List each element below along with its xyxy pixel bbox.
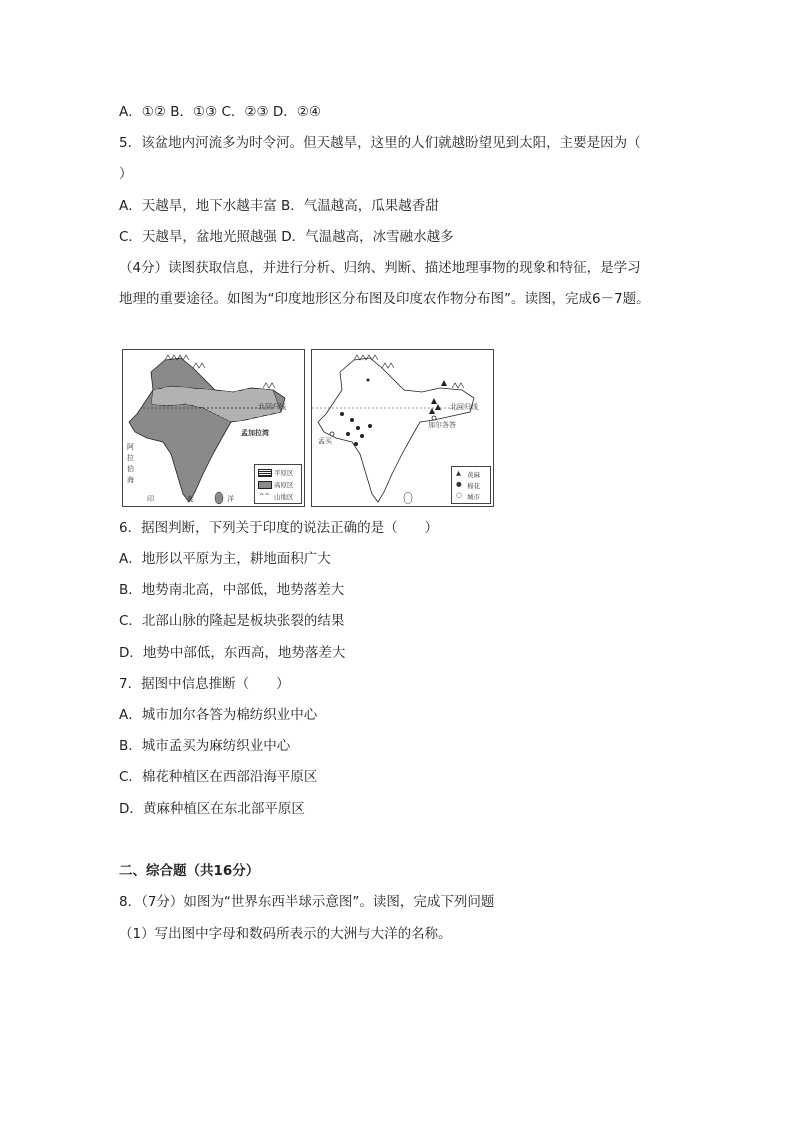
sri-lanka-shape — [215, 492, 223, 504]
map2-legend — [451, 466, 491, 504]
india-terrain-map — [122, 349, 305, 507]
legend-cotton-icon: ● — [456, 480, 462, 488]
q6-option-c: C．北部山脉的隆起是板块张裂的结果 — [119, 613, 345, 629]
intro-line2: 地理的重要途径。如图为“印度地形区分布图及印度农作物分布图”。读图，完成6－7题。 — [119, 291, 650, 307]
legend-mountain-label: 山地区 — [274, 493, 294, 501]
q5-options-line2: C．天越旱，盆地光照越强 D．气温越高，冰雪融水越多 — [119, 229, 454, 245]
legend-plateau-swatch — [258, 481, 272, 489]
legend-city-icon: ○ — [456, 491, 462, 499]
map1-ocean-label-2: 度 — [187, 495, 194, 503]
legend-plateau-label: 高原区 — [274, 481, 294, 489]
q7-stem: 7．据图中信息推断（ ） — [119, 676, 290, 692]
map1-ocean-label-1: 印 — [147, 495, 154, 503]
q6-option-a: A．地形以平原为主，耕地面积广大 — [119, 551, 331, 567]
q7-option-c: C．棉花种植区在西部沿海平原区 — [119, 769, 318, 785]
legend-plain-swatch — [258, 469, 272, 477]
q7-option-a: A．城市加尔各答为棉纺织业中心 — [119, 707, 318, 723]
q6-stem: 6．据图判断，下列关于印度的说法正确的是（ ） — [119, 520, 439, 536]
map1-bay-label: 孟加拉湾 — [241, 429, 269, 437]
legend-jute-label: 黄麻 — [467, 471, 480, 479]
q4-options: A．①② B．①③ C．②③ D．②④ — [119, 104, 322, 120]
q6-option-d: D．地势中部低，东西高，地势落差大 — [119, 645, 346, 661]
q8-sub1: （1）写出图中字母和数码所表示的大洲与大洋的名称。 — [119, 926, 452, 942]
legend-city-label: 城市 — [467, 493, 480, 501]
q5-stem-line1: 5．该盆地内河流多为时令河。但天越旱，这里的人们就越盼望见到太阳，主要是因为（ — [119, 135, 641, 151]
map1-sea-label: 阿 拉 伯 海 — [127, 443, 134, 484]
map2-kolkata-label: 加尔各答 — [428, 421, 456, 429]
section2-heading: 二、综合题（共16分） — [119, 863, 260, 879]
legend-mountain-icon: ^^ — [259, 492, 270, 500]
map1-legend — [254, 464, 302, 504]
q8-stem: 8．（7分）如图为“世界东西半球示意图”。读图，完成下列问题 — [119, 894, 495, 910]
q5-stem-line2: ） — [119, 166, 133, 182]
legend-cotton-label: 棉花 — [467, 482, 480, 490]
q7-option-d: D．黄麻种植区在东北部平原区 — [119, 801, 305, 817]
legend-jute-icon: ▲ — [456, 469, 461, 477]
q6-option-b: B．地势南北高，中部低，地势落差大 — [119, 582, 345, 598]
map1-ocean-label-3: 洋 — [227, 495, 234, 503]
intro-line1: （4分）读图获取信息，并进行分析、归纳、判断、描述地理事物的现象和特征，是学习 — [119, 260, 641, 276]
legend-plain-label: 平原区 — [274, 469, 294, 477]
q5-options-line1: A．天越旱，地下水越丰富 B．气温越高，瓜果越香甜 — [119, 198, 439, 214]
q7-option-b: B．城市孟买为麻纺织业中心 — [119, 738, 291, 754]
map2-mumbai-label: 孟买 — [318, 437, 332, 445]
map2-tropic-label: 北回归线 — [450, 403, 478, 411]
map1-tropic-label: 北回归线 — [258, 403, 286, 411]
india-crop-map — [311, 349, 494, 507]
